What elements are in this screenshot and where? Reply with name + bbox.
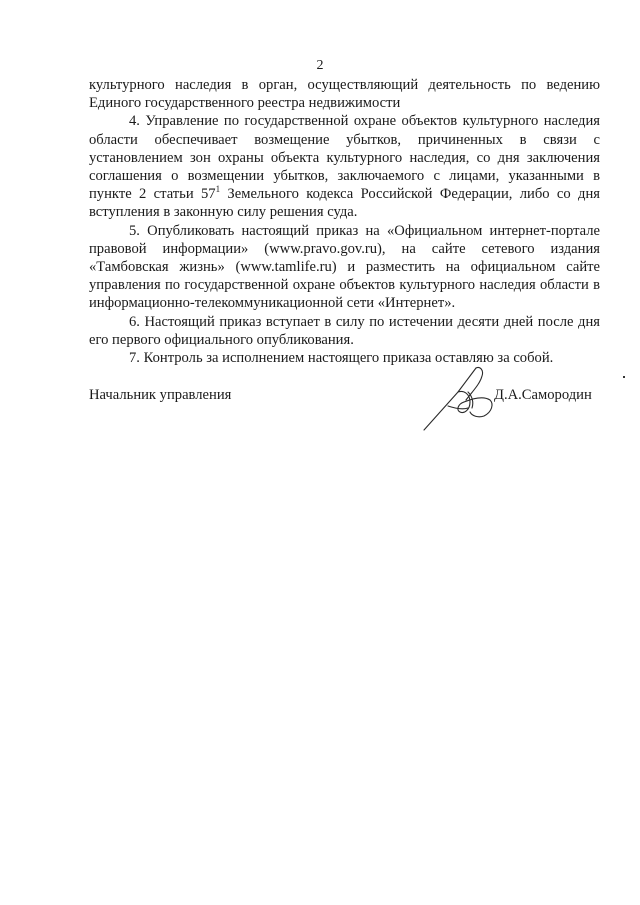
document-body bbox=[89, 76, 600, 367]
paragraph-6: 6. Настоящий приказ вступает в силу по истечении десяти дней после дня его первого официального опубликования. bbox=[89, 313, 600, 348]
scan-speck bbox=[623, 376, 625, 378]
paragraph-continuation: культурного наследия в орган, осуществляющий деятельность по ведению Единого государственного реестра недвижимости bbox=[89, 77, 600, 112]
paragraph-4-superscript: 1 bbox=[215, 184, 221, 195]
paragraph-4 bbox=[89, 112, 600, 221]
signatory-name: Д.А.Самородин bbox=[494, 387, 592, 403]
page-number: 2 bbox=[316, 58, 324, 73]
paragraph-4-text-b: Земельного кодекса Российской Федерации, либо со дня вступления в законную силу решения суда. bbox=[89, 186, 600, 221]
paragraph-7: 7. Контроль за исполнением настоящего приказа оставляю за собой. bbox=[129, 350, 554, 367]
signatory-title: Начальник управления bbox=[89, 387, 232, 403]
handwritten-signature bbox=[418, 362, 498, 434]
paragraph-5: 5. Опубликовать настоящий приказ на «Официальном интернет-портале правовой информации» (www.pravo.gov.ru), на сайте сетевого издания «Тамбовская жизнь» (www.tamlife.ru) и разместить на официальном сайте управления по государственной охране объектов культурного наследия области в информационно-телекоммуникационной сети «Интернет». bbox=[89, 222, 600, 312]
paragraph-4-text-a: 4. Управление по государственной охране объектов культурного наследия области обеспечивает возмещение убытков, причиненных в связи с установлением зон охраны объекта культурного наследия, со дня заключения соглашения о возмещении убытков, заключаемого с лицами, указанными в пункте 2 статьи 57 bbox=[89, 113, 600, 203]
